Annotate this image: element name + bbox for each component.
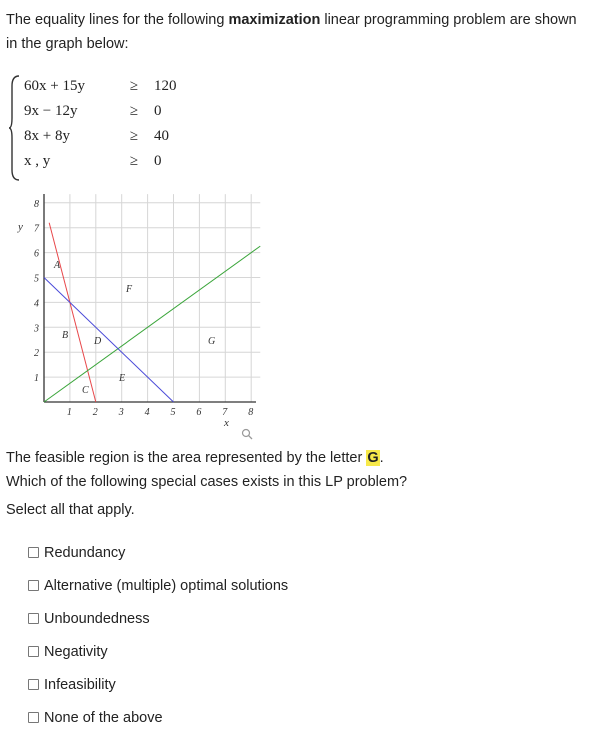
y-tick-label: 7 [34,223,39,235]
option-unboundedness[interactable] [28,608,150,630]
lp-graph [6,188,268,428]
option-label: Negativity [44,644,108,660]
intro-prefix: The equality lines for the following [6,12,229,28]
checkbox[interactable] [28,580,39,591]
x-tick-label: 1 [66,407,72,418]
y-axis-label: y [18,221,23,233]
option-label: None of the above [44,710,163,726]
checkbox[interactable] [28,679,39,690]
graph-axes [44,194,256,402]
constraint-lhs: 9x − 12y [24,103,78,119]
region-label-c: C [82,385,89,396]
checkbox[interactable] [28,646,39,657]
constraint-lhs: 8x + 8y [24,128,70,144]
constraint-rhs: 120 [154,78,177,94]
y-tick-label: 3 [34,323,39,335]
region-label-g: G [208,336,216,347]
constraint-lhs: x , y [24,153,51,169]
constraint2-line [44,246,260,402]
y-tick-label: 4 [34,298,39,310]
option-redundancy[interactable] [28,542,125,564]
constraint1-line [49,223,96,402]
region-label-d: D [94,336,102,347]
intro-bold: maximization [228,12,321,28]
x-tick-label: 2 [92,407,98,418]
question-suffix: . [379,450,384,466]
option-infeasibility[interactable] [28,674,116,696]
region-label-a: A [54,260,61,271]
x-tick-label: 4 [144,407,150,418]
option-label: Infeasibility [44,677,116,693]
constraint-rhs: 0 [154,103,162,119]
feasible-letter-highlight: G [367,450,379,466]
constraint-system [8,74,198,182]
y-tick-label: 6 [34,248,39,260]
option-label: Alternative (multiple) optimal solutions [44,578,289,594]
region-label-f: F [126,284,133,295]
x-tick-label: 6 [196,407,202,418]
option-negativity[interactable] [28,641,108,663]
checkbox[interactable] [28,547,39,558]
x-axis-label: x [224,417,229,428]
checkbox[interactable] [28,613,39,624]
checkbox[interactable] [28,712,39,723]
question-prefix: The feasible region is the area represented by the letter [6,450,367,466]
x-tick-label: 3 [118,407,124,418]
question-line2: Which of the following special cases exists in this LP problem? [6,474,408,490]
region-label-b: B [62,330,69,341]
magnify-icon[interactable] [241,428,253,440]
option-none[interactable] [28,707,163,729]
x-tick-label: 7 [222,407,228,418]
option-alternative-optimal[interactable] [28,575,288,597]
constraint-rhs: 40 [154,128,169,144]
constraint-op: ≥ [129,128,139,144]
constraint-lhs: 60x + 15y [24,78,85,94]
y-tick-label: 1 [34,373,39,385]
constraint-op: ≥ [129,103,139,119]
y-tick-label: 2 [34,348,39,360]
problem-intro [6,8,591,56]
option-label: Redundancy [44,545,126,561]
y-tick-label: 8 [34,198,39,210]
select-instruction: Select all that apply. [6,502,135,518]
constraint-op: ≥ [129,153,139,169]
question-text [6,446,591,494]
option-label: Unboundedness [44,611,150,627]
graph-grid [44,194,260,402]
brace-icon [8,74,22,182]
x-tick-label: 8 [248,407,254,418]
x-tick-label: 5 [170,407,176,418]
constraint-op: ≥ [129,78,139,94]
intro-suffix: linear programming problem are shown in the graph below: [6,12,577,52]
constraint-rhs: 0 [154,153,162,169]
y-tick-label: 5 [34,273,39,285]
question-line1 [6,446,591,470]
region-label-e: E [119,373,126,384]
